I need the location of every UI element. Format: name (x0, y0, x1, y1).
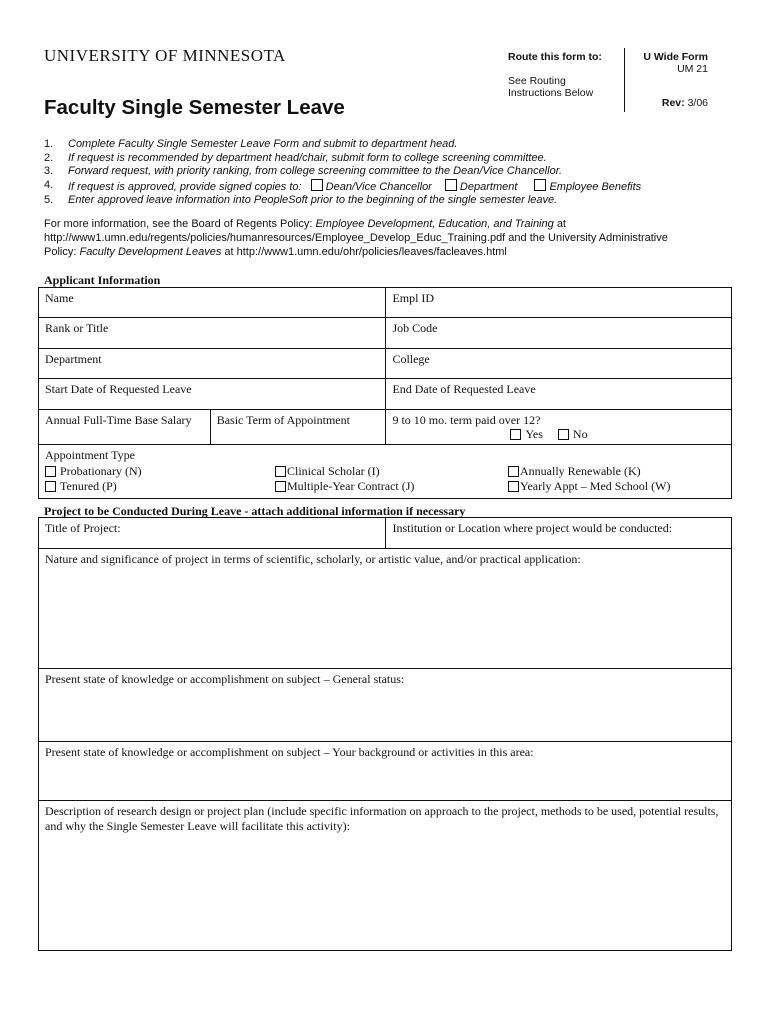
end-date-field[interactable]: End Date of Requested Leave (386, 379, 732, 410)
copy-benefits-label: Employee Benefits (549, 180, 642, 193)
revision (662, 97, 708, 109)
no-label: No (572, 427, 588, 441)
step-2: 2. If request is recommended by department head/chair, submit form to college screening committee. (44, 151, 547, 164)
project-section-title: Project to be Conducted During Leave - attach additional information if necessary (44, 504, 466, 518)
project-description-field[interactable]: Description of research design or project plan (include specific information on approach to the project, methods to be used, potential results, and why the Single Semester Leave will facilitate this activity): (39, 801, 732, 951)
state-background-field[interactable]: Present state of knowledge or accomplishment on subject – Your background or activities in this area: (39, 742, 732, 801)
instruction-steps (44, 138, 641, 208)
copy-dean-label: Dean/Vice Chancellor (325, 180, 432, 193)
college-field[interactable]: College (386, 349, 732, 379)
project-institution-field[interactable]: Institution or Location where project would be conducted: (386, 518, 732, 549)
university-name: UNIVERSITY OF MINNESOTA (44, 46, 286, 65)
state-general-field[interactable]: Present state of knowledge or accomplishment on subject – General status: (39, 669, 732, 742)
checkbox-dean[interactable] (311, 179, 323, 191)
step-5: 5. Enter approved leave information into PeopleSoft prior to the beginning of the single semester leave. (44, 194, 558, 206)
form-id-label: U Wide Form (643, 51, 708, 63)
step-3: 3. Forward request, with priority ranking, from college screening committee to the Dean/Vice Chancellor. (44, 165, 563, 177)
salary-field[interactable]: Annual Full-Time Base Salary (39, 410, 211, 445)
applicant-section-title: Applicant Information (44, 273, 161, 287)
name-field[interactable]: Name (39, 288, 386, 318)
header-divider (624, 48, 625, 112)
department-field[interactable]: Department (39, 349, 386, 379)
form-title: Faculty Single Semester Leave (44, 96, 345, 119)
term-paid-field: 9 to 10 mo. term paid over 12? Yes No (386, 410, 732, 445)
appointment-type-field: Appointment Type Probationary (N) Tenured (P) Clinical Scholar (I) Multiple-Year Contract (J) Annually Renewable (K) Yearly Appt – Med School (W) (39, 445, 732, 499)
step-1: 1. Complete Faculty Single Semester Leave Form and submit to department head. (44, 138, 458, 150)
project-table (38, 517, 732, 951)
job-code-field[interactable]: Job Code (386, 318, 732, 349)
rev-value: 3/06 (687, 97, 708, 109)
policy-url-1[interactable]: http://www1.umn.edu/regents/policies/humanresources/Employee_Develop_Educ_Training.pdf and the University Administrative (44, 232, 668, 244)
route-text-1: See Routing (508, 75, 566, 87)
yearly-checkbox[interactable] (508, 481, 519, 492)
annually-checkbox[interactable] (508, 466, 519, 477)
basic-term-field[interactable]: Basic Term of Appointment (210, 410, 386, 445)
more-info: For more information, see the Board of Regents Policy: Employee Development, Education, and Training at http://www1.umn.edu/regents/policies/humanresources/Employee_Develop_Educ_Training.pdf and the University Administrative Policy: Faculty Development Leaves at http://www1.umn.edu/ohr/policies/leaves/facleaves.html (44, 217, 744, 259)
yes-checkbox[interactable] (510, 429, 521, 440)
tenured-checkbox[interactable] (45, 481, 56, 492)
applicant-table (38, 287, 732, 499)
empl-id-field[interactable]: Empl ID (386, 288, 732, 318)
policy-link-1[interactable]: Employee Development, Education, and Training (315, 218, 554, 230)
routing-block (508, 51, 602, 99)
rank-field[interactable]: Rank or Title (39, 318, 386, 349)
project-title-field[interactable]: Title of Project: (39, 518, 386, 549)
form-id-block (643, 51, 708, 75)
appointment-type-label: Appointment Type (45, 448, 135, 462)
yes-label: Yes (525, 427, 543, 441)
no-checkbox[interactable] (558, 429, 569, 440)
start-date-field[interactable]: Start Date of Requested Leave (39, 379, 386, 410)
policy-link-2[interactable]: Faculty Development Leaves (79, 246, 222, 258)
rev-label: Rev: (661, 97, 685, 109)
route-text-2: Instructions Below (508, 87, 594, 99)
copy-department-label: Department (459, 180, 518, 193)
step-4: 4. If request is approved, provide signed copies to: Dean/Vice Chancellor Department Employee Benefits (44, 178, 642, 193)
form-id: UM 21 (677, 63, 708, 75)
clinical-checkbox[interactable] (275, 466, 286, 477)
multi-year-checkbox[interactable] (275, 481, 286, 492)
probationary-checkbox[interactable] (45, 466, 56, 477)
route-label: Route this form to: (508, 51, 602, 63)
project-nature-field[interactable]: Nature and significance of project in terms of scientific, scholarly, or artistic value, and/or practical application: (39, 549, 732, 669)
policy-url-2[interactable]: at http://www1.umn.edu/ohr/policies/leaves/facleaves.html (224, 246, 507, 258)
checkbox-department[interactable] (445, 179, 457, 191)
checkbox-benefits[interactable] (534, 179, 546, 191)
